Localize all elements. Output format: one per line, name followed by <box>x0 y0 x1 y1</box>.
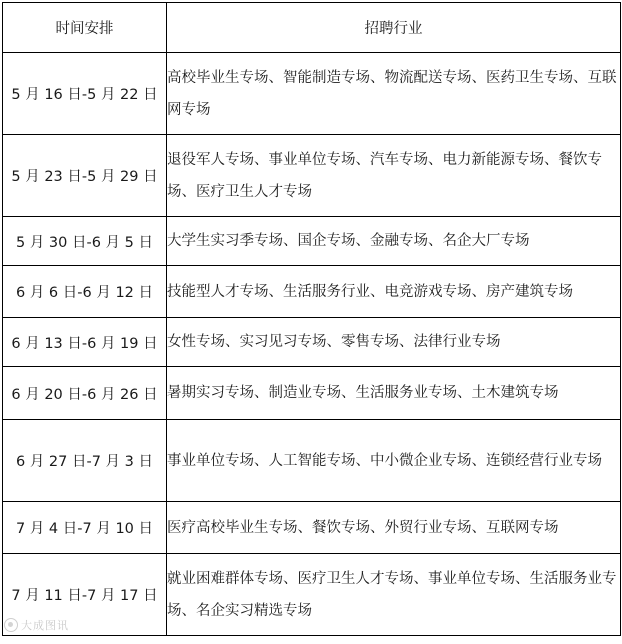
row-date: 6 月 6 日-6 月 12 日 <box>3 266 167 318</box>
row-industry: 技能型人才专场、生活服务行业、电竞游戏专场、房产建筑专场 <box>167 266 621 318</box>
row-date: 6 月 20 日-6 月 26 日 <box>3 367 167 420</box>
table-row <box>3 367 621 420</box>
watermark <box>4 617 69 633</box>
recruitment-schedule-table <box>2 2 621 636</box>
table-row <box>3 554 621 636</box>
table-row <box>3 53 621 135</box>
header-recruiting-industry: 招聘行业 <box>167 3 621 53</box>
row-industry: 退役军人专场、事业单位专场、汽车专场、电力新能源专场、餐饮专场、医疗卫生人才专场 <box>167 135 621 217</box>
watermark-text: 大成图讯 <box>21 619 69 632</box>
row-date: 5 月 23 日-5 月 29 日 <box>3 135 167 217</box>
header-time-schedule: 时间安排 <box>3 3 167 53</box>
row-date: 5 月 16 日-5 月 22 日 <box>3 53 167 135</box>
row-date: 6 月 13 日-6 月 19 日 <box>3 318 167 367</box>
row-industry: 事业单位专场、人工智能专场、中小微企业专场、连锁经营行业专场 <box>167 420 621 502</box>
row-date: 6 月 27 日-7 月 3 日 <box>3 420 167 502</box>
row-date: 5 月 30 日-6 月 5 日 <box>3 217 167 266</box>
row-industry: 暑期实习专场、制造业专场、生活服务业专场、土木建筑专场 <box>167 367 621 420</box>
table-row <box>3 135 621 217</box>
table-row <box>3 502 621 554</box>
row-date: 7 月 4 日-7 月 10 日 <box>3 502 167 554</box>
row-industry: 女性专场、实习见习专场、零售专场、法律行业专场 <box>167 318 621 367</box>
table-row <box>3 318 621 367</box>
row-industry: 大学生实习季专场、国企专场、金融专场、名企大厂专场 <box>167 217 621 266</box>
table-row <box>3 217 621 266</box>
row-date: 7 月 11 日-7 月 17 日 <box>3 554 167 636</box>
table-header-row <box>3 3 621 53</box>
row-industry: 就业困难群体专场、医疗卫生人才专场、事业单位专场、生活服务业专场、名企实习精选专场 <box>167 554 621 636</box>
row-industry: 高校毕业生专场、智能制造专场、物流配送专场、医药卫生专场、互联网专场 <box>167 53 621 135</box>
table-row <box>3 420 621 502</box>
watermark-logo-icon <box>4 618 18 632</box>
row-industry: 医疗高校毕业生专场、餐饮专场、外贸行业专场、互联网专场 <box>167 502 621 554</box>
table-row <box>3 266 621 318</box>
